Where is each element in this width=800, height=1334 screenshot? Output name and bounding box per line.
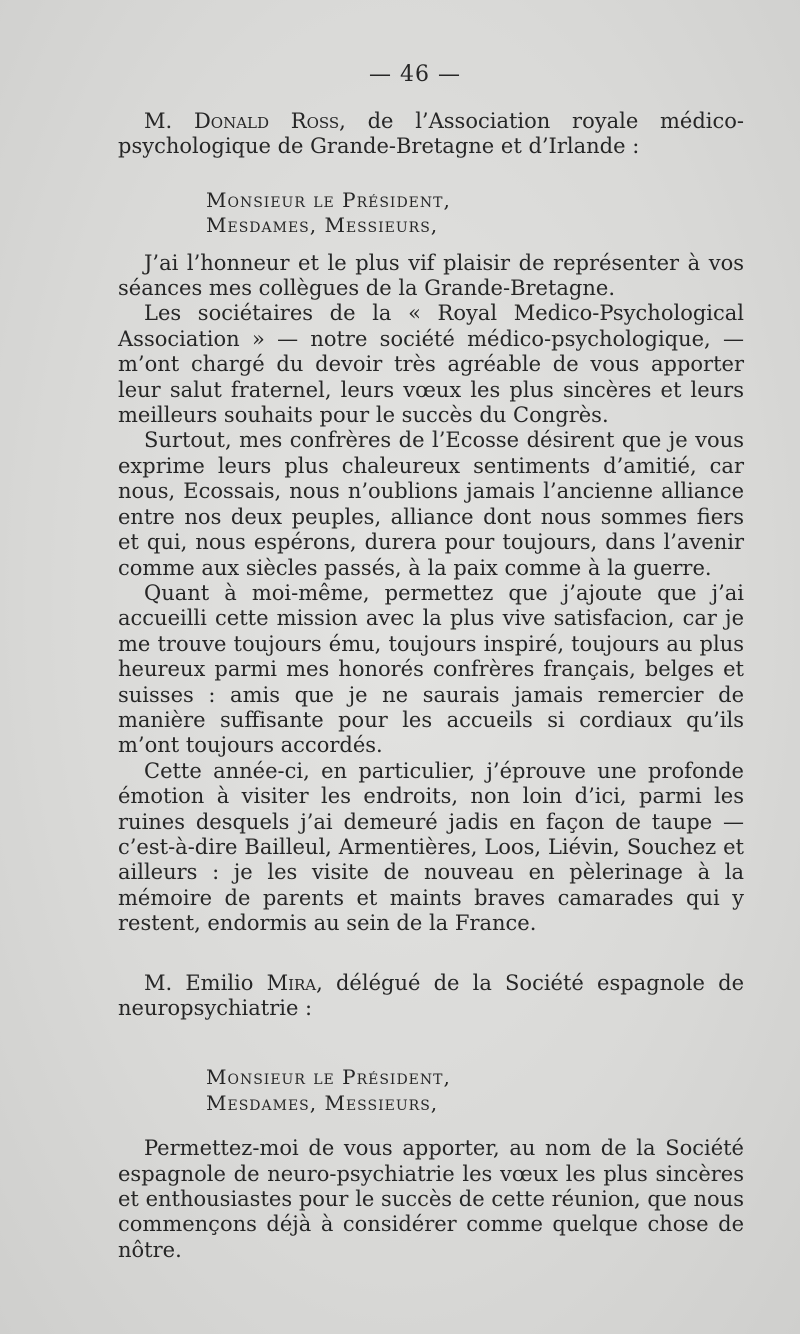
paragraph: Surtout, mes confrères de l’Ecosse désirent que je vous exprime leurs plus chaleureux sentiments d’amitié, car nous, Ecossais, nous n’oublions jamais l’ancienne alliance entre nos deux peuples, alliance dont nous sommes fiers et qui, nous espérons, durera pour toujours, dans l’avenir comme aux siècles passés, à la paix comme à la guerre. bbox=[118, 428, 744, 580]
paragraph: J’ai l’honneur et le plus vif plaisir de représenter à vos séances mes collègues de la Grande-Bretagne. bbox=[118, 250, 744, 301]
salutation-line-2: Mesdames, Messieurs, bbox=[206, 213, 439, 238]
speaker-name: Mira bbox=[266, 970, 317, 995]
paragraph: Quant à moi-même, permettez que j’ajoute que j’ai accueilli cette mission avec la plus vive satisfacion, car je me trouve toujours ému, toujours inspiré, toujours au plus heureux parmi mes honorés confrères français, belges et suisses : amis que je ne saurais jamais remercier de manière suffisante pour les accueils si cordiaux qu’ils m’ont toujours accordés. bbox=[118, 580, 744, 758]
salutation-line-2: Mesdames, Messieurs, bbox=[206, 1090, 439, 1115]
speaker-role: , délégué de la Société espagnole de neuropsychiatrie : bbox=[118, 970, 744, 1020]
speaker-prefix: M. bbox=[144, 109, 173, 133]
paragraph: Cette année-ci, en particulier, j’éprouve une profonde émotion à visiter les endroits, non loin d’ici, parmi les ruines desquels j’ai demeuré jadis en façon de taupe — c’est-à-dire Bailleul, Armentières, Loos, Liévin, Souchez et ailleurs : je les visite de nouveau en pèlerinage à la mémoire de parents et maints braves camarades qui y restent, endormis au sein de la France. bbox=[118, 758, 744, 936]
page-number: — 46 — bbox=[369, 62, 461, 87]
salutation-line-1: Monsieur le Président, bbox=[206, 1065, 451, 1090]
speaker-intro-ross bbox=[118, 109, 744, 160]
paragraph: Permettez-moi de vous apporter, au nom de la Société espagnole de neuro-psychiatrie les vœux les plus sincères et enthousiastes pour le succès de cette réunion, que nous commençons déjà à considérer comme quelque chose de nôtre. bbox=[118, 1136, 744, 1262]
speaker-role: , de l’Association royale médico-psychologique de Grande-Bretagne et d’Irlande : bbox=[118, 109, 744, 159]
paragraph: Les sociétaires de la « Royal Medico-Psychological Association » — notre société médico-psychologique, — m’ont chargé du devoir très agréable de vous apporter leur salut fraternel, leurs vœux les plus sincères et leurs meilleurs souhaits pour le succès du Congrès. bbox=[118, 301, 744, 428]
speaker-name: Donald Ross bbox=[193, 109, 340, 133]
speaker-prefix: M. Emilio bbox=[144, 970, 254, 995]
salutation-line-1: Monsieur le Président, bbox=[206, 187, 451, 212]
speaker-intro-mira bbox=[118, 971, 744, 1022]
